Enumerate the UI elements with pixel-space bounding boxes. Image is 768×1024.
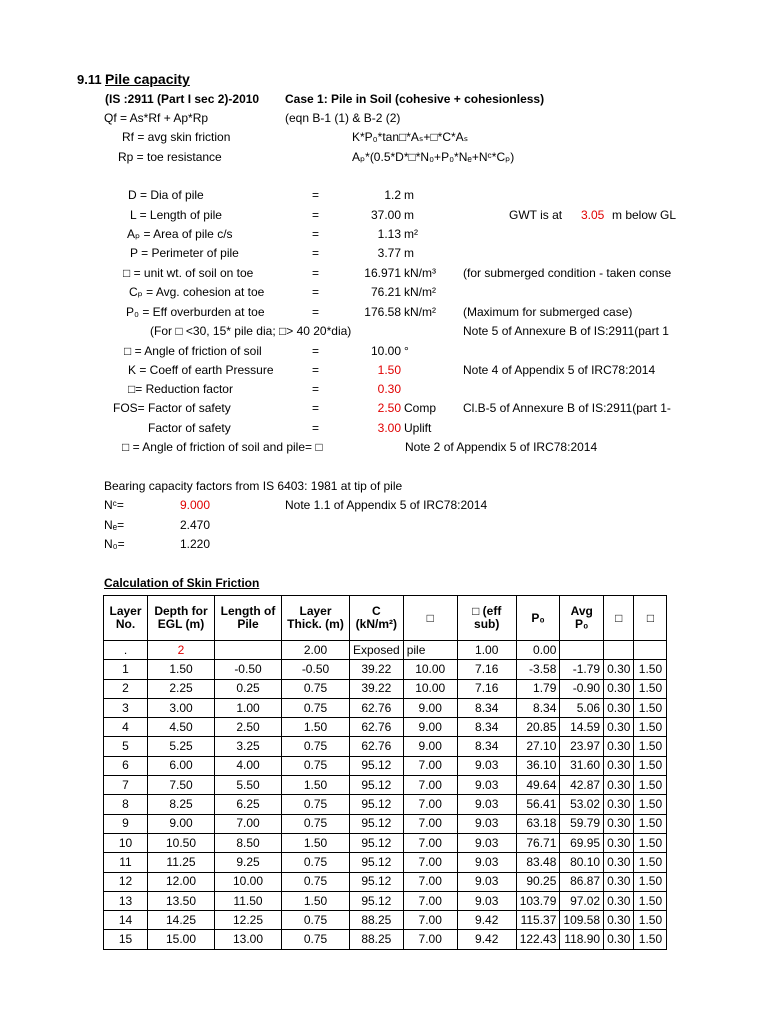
table-cell bbox=[604, 641, 634, 660]
table-cell: 1.50 bbox=[282, 891, 350, 910]
param-value: 1.13 bbox=[377, 227, 401, 241]
table-cell bbox=[634, 641, 667, 660]
table-row bbox=[104, 911, 667, 930]
table-cell: 59.79 bbox=[560, 814, 604, 833]
table-cell: 0.30 bbox=[604, 679, 634, 698]
table-cell: 1.50 bbox=[634, 718, 667, 737]
ng-value: 1.220 bbox=[180, 537, 211, 551]
table-cell: 2.50 bbox=[215, 718, 282, 737]
table-cell: 9.03 bbox=[457, 795, 516, 814]
table-cell: 8 bbox=[104, 795, 148, 814]
qf-formula: Qf = As*Rf + Ap*Rp bbox=[104, 111, 209, 125]
nq-label: Nₑ= bbox=[104, 518, 125, 532]
table-cell: 88.25 bbox=[350, 911, 404, 930]
table-cell: 1.50 bbox=[634, 853, 667, 872]
table-cell: pile bbox=[403, 641, 457, 660]
table-cell: 1.50 bbox=[148, 660, 215, 679]
table-cell: 1.50 bbox=[634, 833, 667, 852]
ng-label: N₀= bbox=[104, 537, 125, 551]
table-cell: 2 bbox=[148, 641, 215, 660]
table-row bbox=[104, 776, 667, 795]
table-cell: 9 bbox=[104, 814, 148, 833]
param-unit: m² bbox=[404, 227, 418, 241]
table-cell: 5 bbox=[104, 737, 148, 756]
table-cell bbox=[560, 641, 604, 660]
table-cell: 1.50 bbox=[634, 679, 667, 698]
rf-expression: K*P₀*tan□*Aₛ+□*C*Aₛ bbox=[352, 130, 469, 144]
col-header: P₀ bbox=[516, 596, 560, 641]
param-eq: = bbox=[312, 421, 320, 435]
table-cell: -0.50 bbox=[215, 660, 282, 679]
table-cell: 0.30 bbox=[604, 698, 634, 717]
table-cell: 10.00 bbox=[215, 872, 282, 891]
table-cell: 0.75 bbox=[282, 853, 350, 872]
table-cell: 0.30 bbox=[604, 833, 634, 852]
param-unit: ° bbox=[404, 344, 409, 358]
table-cell: 8.34 bbox=[457, 737, 516, 756]
param-note: (Maximum for submerged case) bbox=[463, 305, 633, 319]
table-cell: 20.85 bbox=[516, 718, 560, 737]
param-value: 37.00 bbox=[370, 208, 401, 222]
table-cell: 7.00 bbox=[403, 776, 457, 795]
param-value: 176.58 bbox=[364, 305, 401, 319]
param-unit: kN/m² bbox=[404, 305, 436, 319]
gwt-label: GWT is at bbox=[509, 208, 563, 222]
nc-label: Nᶜ= bbox=[104, 498, 124, 512]
table-cell: 95.12 bbox=[350, 756, 404, 775]
table-cell: 39.22 bbox=[350, 679, 404, 698]
table-cell: 14.25 bbox=[148, 911, 215, 930]
table-cell: 95.12 bbox=[350, 833, 404, 852]
table-cell: 10.00 bbox=[403, 679, 457, 698]
table-cell: 115.37 bbox=[516, 911, 560, 930]
table-cell: 9.42 bbox=[457, 930, 516, 949]
table-header-row bbox=[104, 596, 667, 641]
table-cell: 1.50 bbox=[634, 891, 667, 910]
table-cell: 0.25 bbox=[215, 679, 282, 698]
param-unit: m bbox=[404, 208, 414, 222]
table-cell: 8.34 bbox=[457, 718, 516, 737]
table-cell: 7.00 bbox=[403, 756, 457, 775]
table-cell: 5.50 bbox=[215, 776, 282, 795]
table-cell: 6.00 bbox=[148, 756, 215, 775]
table-cell: 23.97 bbox=[560, 737, 604, 756]
param-value: 1.50 bbox=[377, 363, 401, 377]
table-cell: 69.95 bbox=[560, 833, 604, 852]
table-cell: 9.42 bbox=[457, 911, 516, 930]
table-cell: 9.03 bbox=[457, 833, 516, 852]
table-cell: 39.22 bbox=[350, 660, 404, 679]
table-cell: 109.58 bbox=[560, 911, 604, 930]
table-cell: 1.79 bbox=[516, 679, 560, 698]
skin-friction-title: Calculation of Skin Friction bbox=[104, 576, 260, 590]
table-cell: 15 bbox=[104, 930, 148, 949]
table-cell: 13 bbox=[104, 891, 148, 910]
table-cell: 14 bbox=[104, 911, 148, 930]
table-cell: 0.30 bbox=[604, 930, 634, 949]
table-cell: 0.75 bbox=[282, 756, 350, 775]
table-cell: 4.00 bbox=[215, 756, 282, 775]
table-cell: Exposed bbox=[350, 641, 404, 660]
table-cell: 15.00 bbox=[148, 930, 215, 949]
table-cell: 1.50 bbox=[634, 930, 667, 949]
param-label: □ = Angle of friction of soil bbox=[124, 344, 262, 358]
table-cell: 4.50 bbox=[148, 718, 215, 737]
table-cell: 0.00 bbox=[516, 641, 560, 660]
table-cell: 118.90 bbox=[560, 930, 604, 949]
table-cell: 8.25 bbox=[148, 795, 215, 814]
table-cell: 1.00 bbox=[457, 641, 516, 660]
param-label: □= Reduction factor bbox=[128, 382, 233, 396]
table-cell: 1.50 bbox=[634, 737, 667, 756]
param-eq: = bbox=[312, 208, 320, 222]
param-value: 76.21 bbox=[370, 285, 401, 299]
table-cell: 8.34 bbox=[457, 698, 516, 717]
param-note: (for submerged condition - taken conse bbox=[463, 266, 672, 280]
table-cell: 12.00 bbox=[148, 872, 215, 891]
col-header: Depth for EGL (m) bbox=[148, 596, 215, 641]
table-cell: 0.75 bbox=[282, 698, 350, 717]
param-eq: = bbox=[312, 401, 320, 415]
col-header: Avg P₀ bbox=[560, 596, 604, 641]
table-cell: 5.25 bbox=[148, 737, 215, 756]
table-row bbox=[104, 814, 667, 833]
table-cell: 122.43 bbox=[516, 930, 560, 949]
table-cell: 0.30 bbox=[604, 756, 634, 775]
table-cell: 0.75 bbox=[282, 911, 350, 930]
table-cell: 9.03 bbox=[457, 853, 516, 872]
nq-value: 2.470 bbox=[180, 518, 211, 532]
table-cell: 9.00 bbox=[403, 698, 457, 717]
table-cell: 83.48 bbox=[516, 853, 560, 872]
param-label: Factor of safety bbox=[148, 421, 231, 435]
table-cell: 95.12 bbox=[350, 891, 404, 910]
param-eq: = bbox=[312, 363, 320, 377]
table-cell: 3.00 bbox=[148, 698, 215, 717]
gwt-suffix: m below GL bbox=[612, 208, 677, 222]
table-cell: 53.02 bbox=[560, 795, 604, 814]
table-cell: 95.12 bbox=[350, 776, 404, 795]
col-header: Layer Thick. (m) bbox=[282, 596, 350, 641]
table-row bbox=[104, 833, 667, 852]
table-cell: 9.00 bbox=[148, 814, 215, 833]
table-cell: 9.00 bbox=[403, 737, 457, 756]
table-cell: 10.50 bbox=[148, 833, 215, 852]
table-cell: 10.00 bbox=[403, 660, 457, 679]
col-header: Layer No. bbox=[104, 596, 148, 641]
table-cell: 88.25 bbox=[350, 930, 404, 949]
param-eq: = bbox=[312, 266, 320, 280]
table-cell: 3.25 bbox=[215, 737, 282, 756]
table-cell: 7.00 bbox=[403, 891, 457, 910]
table-cell: 62.76 bbox=[350, 737, 404, 756]
table-cell: 7 bbox=[104, 776, 148, 795]
param-unit: kN/m³ bbox=[404, 266, 436, 280]
param-value: 2.50 bbox=[377, 401, 401, 415]
table-cell: 0.75 bbox=[282, 679, 350, 698]
table-cell: 5.06 bbox=[560, 698, 604, 717]
table-cell: 8.34 bbox=[516, 698, 560, 717]
equation-reference: (eqn B-1 (1) & B-2 (2) bbox=[285, 111, 401, 125]
param-label: (For □ <30, 15* pile dia; □> 40 20*dia) bbox=[150, 324, 352, 338]
table-cell: 0.30 bbox=[604, 718, 634, 737]
table-cell: 4 bbox=[104, 718, 148, 737]
table-cell: -0.50 bbox=[282, 660, 350, 679]
table-cell: 9.00 bbox=[403, 718, 457, 737]
table-cell: 31.60 bbox=[560, 756, 604, 775]
table-cell: 36.10 bbox=[516, 756, 560, 775]
gwt-value: 3.05 bbox=[581, 208, 605, 222]
table-cell: 95.12 bbox=[350, 872, 404, 891]
table-cell: 1.50 bbox=[282, 833, 350, 852]
col-header: □ (eff sub) bbox=[457, 596, 516, 641]
table-row bbox=[104, 853, 667, 872]
param-unit: Comp bbox=[404, 401, 437, 415]
table-cell: 13.50 bbox=[148, 891, 215, 910]
param-value: 1.2 bbox=[384, 188, 401, 202]
table-cell: 0.75 bbox=[282, 872, 350, 891]
table-cell: 2.00 bbox=[282, 641, 350, 660]
table-cell: 86.87 bbox=[560, 872, 604, 891]
table-cell: 12.25 bbox=[215, 911, 282, 930]
table-cell: . bbox=[104, 641, 148, 660]
table-cell: 95.12 bbox=[350, 853, 404, 872]
param-eq: = bbox=[312, 188, 320, 202]
table-row bbox=[104, 756, 667, 775]
table-cell: 90.25 bbox=[516, 872, 560, 891]
table-cell: 7.50 bbox=[148, 776, 215, 795]
param-value: 0.30 bbox=[377, 382, 401, 396]
param-note: Note 2 of Appendix 5 of IRC78:2014 bbox=[405, 440, 598, 454]
table-cell: 56.41 bbox=[516, 795, 560, 814]
table-cell: 7.16 bbox=[457, 660, 516, 679]
table-cell: 2 bbox=[104, 679, 148, 698]
table-cell: -0.90 bbox=[560, 679, 604, 698]
table-cell: 27.10 bbox=[516, 737, 560, 756]
table-cell: 11.25 bbox=[148, 853, 215, 872]
table-cell: 7.00 bbox=[403, 930, 457, 949]
param-eq: = bbox=[312, 305, 320, 319]
table-cell: 7.00 bbox=[403, 814, 457, 833]
table-cell: 7.00 bbox=[403, 872, 457, 891]
table-cell: 7.00 bbox=[403, 833, 457, 852]
param-eq: = bbox=[312, 344, 320, 358]
table-row bbox=[104, 641, 667, 660]
param-note: Note 4 of Appendix 5 of IRC78:2014 bbox=[463, 363, 656, 377]
table-cell: 9.03 bbox=[457, 872, 516, 891]
col-header: Length of Pile bbox=[215, 596, 282, 641]
table-cell: 9.03 bbox=[457, 776, 516, 795]
col-header: □ bbox=[403, 596, 457, 641]
param-value: 3.77 bbox=[377, 246, 401, 260]
param-note: Cl.B-5 of Annexure B of IS:2911(part 1- bbox=[463, 401, 671, 415]
table-cell: 7.16 bbox=[457, 679, 516, 698]
param-unit: m bbox=[404, 188, 414, 202]
table-row bbox=[104, 737, 667, 756]
table-cell: 7.00 bbox=[403, 911, 457, 930]
table-cell: 1.50 bbox=[634, 795, 667, 814]
nc-note: Note 1.1 of Appendix 5 of IRC78:2014 bbox=[285, 498, 488, 512]
param-value: 16.971 bbox=[364, 266, 401, 280]
table-cell: 1.50 bbox=[634, 814, 667, 833]
table-cell: 0.75 bbox=[282, 930, 350, 949]
param-label: K = Coeff of earth Pressure bbox=[128, 363, 274, 377]
table-cell: 10 bbox=[104, 833, 148, 852]
param-label: Cₚ = Avg. cohesion at toe bbox=[129, 285, 265, 299]
table-cell: 7.00 bbox=[403, 795, 457, 814]
table-cell: 13.00 bbox=[215, 930, 282, 949]
table-cell: 1.50 bbox=[634, 698, 667, 717]
table-cell: -1.79 bbox=[560, 660, 604, 679]
table-row bbox=[104, 698, 667, 717]
skin-friction-table bbox=[103, 595, 667, 950]
param-unit: m bbox=[404, 246, 414, 260]
table-row bbox=[104, 930, 667, 949]
param-eq: = bbox=[312, 227, 320, 241]
table-cell: 2.25 bbox=[148, 679, 215, 698]
table-cell: 6.25 bbox=[215, 795, 282, 814]
nc-value: 9.000 bbox=[180, 498, 211, 512]
table-cell: 42.87 bbox=[560, 776, 604, 795]
table-cell: 11 bbox=[104, 853, 148, 872]
table-cell: 11.50 bbox=[215, 891, 282, 910]
rp-label: Rp = toe resistance bbox=[118, 150, 222, 164]
table-cell: 1.50 bbox=[634, 756, 667, 775]
table-cell: 1.50 bbox=[634, 872, 667, 891]
param-note: Note 5 of Annexure B of IS:2911(part 1 bbox=[463, 324, 669, 338]
table-body bbox=[104, 641, 667, 950]
table-cell: 7.00 bbox=[403, 853, 457, 872]
param-value: 10.00 bbox=[370, 344, 401, 358]
param-label: FOS= Factor of safety bbox=[113, 401, 231, 415]
table-cell: 0.30 bbox=[604, 795, 634, 814]
param-label: L = Length of pile bbox=[130, 208, 222, 222]
table-cell: 62.76 bbox=[350, 698, 404, 717]
table-cell: 1.50 bbox=[282, 776, 350, 795]
table-cell: 0.30 bbox=[604, 853, 634, 872]
table-cell bbox=[215, 641, 282, 660]
table-cell: 7.00 bbox=[215, 814, 282, 833]
table-cell: 0.30 bbox=[604, 737, 634, 756]
rp-expression: Aₚ*(0.5*D*□*N₀+P₀*Nₑ+Nᶜ*Cₚ) bbox=[352, 150, 515, 164]
table-cell: 0.30 bbox=[604, 911, 634, 930]
rf-label: Rf = avg skin friction bbox=[122, 130, 231, 144]
table-cell: 8.50 bbox=[215, 833, 282, 852]
table-cell: 12 bbox=[104, 872, 148, 891]
table-cell: 63.18 bbox=[516, 814, 560, 833]
table-cell: 97.02 bbox=[560, 891, 604, 910]
table-cell: 9.03 bbox=[457, 756, 516, 775]
col-header: C (kN/m²) bbox=[350, 596, 404, 641]
table-cell: 1.50 bbox=[634, 776, 667, 795]
table-cell: 1.50 bbox=[282, 718, 350, 737]
col-header: □ bbox=[604, 596, 634, 641]
table-cell: 0.30 bbox=[604, 776, 634, 795]
param-label: □ = Angle of friction of soil and pile= □ bbox=[122, 440, 323, 454]
table-cell: 95.12 bbox=[350, 814, 404, 833]
table-cell: 1 bbox=[104, 660, 148, 679]
table-cell: 49.64 bbox=[516, 776, 560, 795]
table-cell: 1.00 bbox=[215, 698, 282, 717]
param-label: P = Perimeter of pile bbox=[130, 246, 239, 260]
table-cell: 14.59 bbox=[560, 718, 604, 737]
table-cell: 103.79 bbox=[516, 891, 560, 910]
section-number: 9.11 bbox=[77, 72, 102, 87]
param-label: P₀ = Eff overburden at toe bbox=[126, 305, 265, 319]
param-eq: = bbox=[312, 285, 320, 299]
param-value: 3.00 bbox=[377, 421, 401, 435]
table-row bbox=[104, 872, 667, 891]
section-title: Pile capacity bbox=[105, 71, 190, 87]
table-cell: 3 bbox=[104, 698, 148, 717]
param-eq: = bbox=[312, 246, 320, 260]
table-cell: 9.03 bbox=[457, 891, 516, 910]
table-row bbox=[104, 679, 667, 698]
table-cell: 9.25 bbox=[215, 853, 282, 872]
table-cell: 6 bbox=[104, 756, 148, 775]
param-label: D = Dia of pile bbox=[128, 188, 204, 202]
bearing-heading: Bearing capacity factors from IS 6403: 1981 at tip of pile bbox=[104, 479, 403, 493]
table-row bbox=[104, 718, 667, 737]
table-cell: 0.30 bbox=[604, 891, 634, 910]
param-unit: kN/m² bbox=[404, 285, 436, 299]
table-cell: 0.75 bbox=[282, 814, 350, 833]
table-cell: 76.71 bbox=[516, 833, 560, 852]
col-header: □ bbox=[634, 596, 667, 641]
param-eq: = bbox=[312, 382, 320, 396]
table-cell: 80.10 bbox=[560, 853, 604, 872]
table-row bbox=[104, 795, 667, 814]
param-label: □ = unit wt. of soil on toe bbox=[123, 266, 254, 280]
table-row bbox=[104, 891, 667, 910]
table-cell: 0.30 bbox=[604, 660, 634, 679]
table-cell: -3.58 bbox=[516, 660, 560, 679]
standard-reference: (IS :2911 (Part I sec 2)-2010 bbox=[105, 92, 260, 106]
table-cell: 95.12 bbox=[350, 795, 404, 814]
param-unit: Uplift bbox=[404, 421, 432, 435]
table-cell: 9.03 bbox=[457, 814, 516, 833]
table-cell: 0.75 bbox=[282, 737, 350, 756]
table-cell: 1.50 bbox=[634, 660, 667, 679]
param-label: Aₚ = Area of pile c/s bbox=[127, 227, 233, 241]
table-cell: 0.30 bbox=[604, 814, 634, 833]
table-cell: 62.76 bbox=[350, 718, 404, 737]
table-cell: 0.30 bbox=[604, 872, 634, 891]
table-cell: 1.50 bbox=[634, 911, 667, 930]
table-row bbox=[104, 660, 667, 679]
case-title: Case 1: Pile in Soil (cohesive + cohesionless) bbox=[285, 92, 545, 106]
table-cell: 0.75 bbox=[282, 795, 350, 814]
